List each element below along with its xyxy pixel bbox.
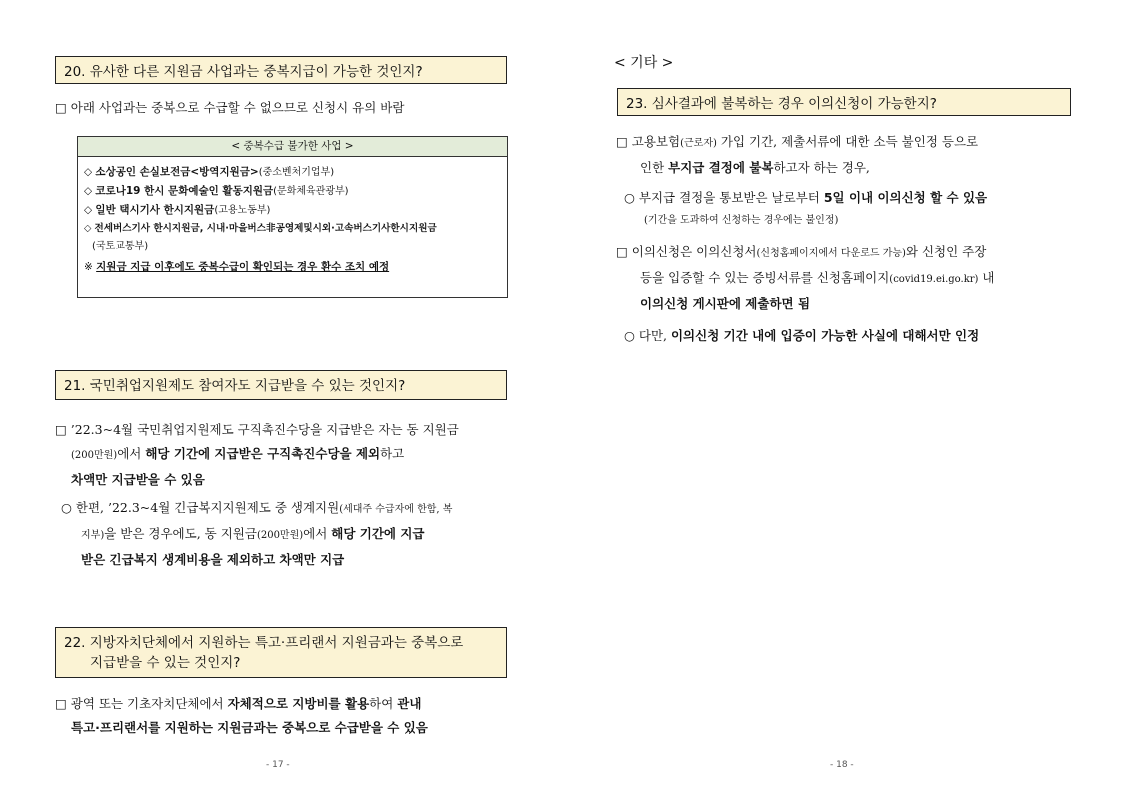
text: 하여 bbox=[369, 696, 398, 711]
item-name: 소상공인 손실보전금<방역지원금> bbox=[95, 166, 259, 178]
q21-title-box bbox=[55, 370, 507, 400]
q23-line-8 bbox=[616, 324, 1086, 348]
text: 자체적으로 지방비를 활용 bbox=[227, 696, 370, 711]
q20-title: 20. 유사한 다른 지원금 사업과는 중복지급이 가능한 것인지? bbox=[64, 64, 423, 80]
q21-line-1 bbox=[55, 418, 525, 442]
q20-answer bbox=[55, 96, 515, 120]
q21-line-6 bbox=[55, 548, 525, 572]
q22-line-2 bbox=[55, 716, 525, 740]
text: ○ 다만, bbox=[624, 328, 671, 343]
q22-title-line-1: 22. 지방자치단체에서 지원하는 특고·프리랜서 지원금과는 중복으로 bbox=[64, 635, 464, 651]
text: 이의신청 게시판에 제출하면 됨 bbox=[640, 296, 811, 311]
item-ministry: (고용노동부) bbox=[214, 205, 271, 216]
item-ministry: (문화체육관광부) bbox=[273, 186, 349, 197]
text: 에서 bbox=[303, 526, 332, 541]
text: 을 받은 경우에도, 동 지원금 bbox=[104, 526, 257, 541]
item-ministry: (중소벤처기업부) bbox=[258, 167, 335, 178]
q21-line-2 bbox=[55, 442, 525, 468]
q23-line-5 bbox=[616, 240, 1086, 266]
item-name: 전세버스기사 한시지원금, 시내·마을버스非공영제및시외·고속버스기사한시지원금 bbox=[94, 223, 437, 234]
text: (기간을 도과하여 신청하는 경우에는 불인정) bbox=[644, 215, 839, 226]
q23-line-3 bbox=[616, 186, 1086, 210]
table-item-2 bbox=[84, 182, 501, 201]
q22-title-box bbox=[55, 627, 507, 678]
text: (세대주 수급자에 한함, 복 bbox=[339, 504, 453, 515]
q22-title-line-2: 지급받을 수 있는 것인지? bbox=[90, 655, 241, 671]
q21-line-5 bbox=[55, 522, 525, 548]
text: 이의신청 기간 내에 입증이 가능한 사실에 대해서만 인정 bbox=[670, 328, 980, 343]
page-number-left: - 17 - bbox=[266, 760, 290, 770]
text: ○ 한편, ’22.3~4월 긴급복지지원제도 중 생계지원 bbox=[61, 500, 340, 515]
text: □ ’22.3~4월 국민취업지원제도 구직촉진수당을 지급받은 자는 동 지원금 bbox=[55, 422, 459, 437]
q23-title-box bbox=[617, 88, 1071, 116]
q20-answer-text: □ 아래 사업과는 중복으로 수급할 수 없으므로 신청시 유의 바람 bbox=[55, 100, 405, 115]
page-number-right: - 18 - bbox=[830, 760, 854, 770]
q23-line-6 bbox=[616, 266, 1086, 292]
text: 해당 기간에 지급 bbox=[331, 526, 425, 541]
text: 부지급 결정에 불복 bbox=[668, 160, 774, 175]
table-item-3 bbox=[84, 201, 501, 220]
q21-line-4 bbox=[55, 496, 525, 522]
item-name: 일반 택시기사 한시지원금 bbox=[95, 204, 215, 216]
table-item-4 bbox=[84, 220, 501, 238]
q23-answer bbox=[616, 130, 1086, 348]
text: 하고자 하는 경우, bbox=[773, 160, 870, 175]
text: (200만원) bbox=[256, 530, 304, 541]
text: 차액만 지급받을 수 있음 bbox=[71, 472, 205, 487]
text: □ 광역 또는 기초자치단체에서 bbox=[55, 696, 228, 711]
diamond-icon: ◇ bbox=[84, 185, 93, 197]
text: □ 이의신청은 이의신청서 bbox=[616, 244, 757, 259]
item-name: 코로나19 한시 문화예술인 활동지원금 bbox=[95, 185, 274, 197]
text: 인한 bbox=[640, 160, 669, 175]
text: 지부) bbox=[81, 530, 105, 541]
q23-title: 23. 심사결과에 불복하는 경우 이의신청이 가능한지? bbox=[626, 96, 937, 112]
diamond-icon: ◇ bbox=[84, 223, 92, 234]
q22-line-1 bbox=[55, 692, 525, 716]
text: 받은 긴급복지 생계비용을 제외하고 차액만 지급 bbox=[81, 552, 345, 567]
text: 하고 bbox=[380, 446, 405, 461]
q23-line-1 bbox=[616, 130, 1086, 156]
q20-title-box bbox=[55, 56, 507, 84]
text: □ 고용보험 bbox=[616, 134, 681, 149]
text: (신청홈페이지에서 다운로드 가능) bbox=[756, 248, 906, 259]
diamond-icon: ◇ bbox=[84, 204, 93, 216]
q23-line-2 bbox=[616, 156, 1086, 180]
table-note bbox=[84, 258, 501, 276]
section-title: < 기타 > bbox=[614, 55, 674, 71]
table-header: < 중복수급 불가한 사업 > bbox=[78, 137, 507, 157]
text: 특고·프리랜서를 지원하는 지원금과는 중복으로 수급받을 수 있음 bbox=[71, 720, 428, 735]
q23-line-4 bbox=[616, 210, 1086, 230]
text: 가입 기간, 제출서류에 대한 소득 불인정 등으로 bbox=[716, 134, 979, 149]
q21-line-3 bbox=[55, 468, 525, 492]
text: 등을 입증할 수 있는 증빙서류를 신청홈페이지 bbox=[640, 270, 890, 285]
text: 내 bbox=[978, 270, 995, 285]
item-ministry: (국토교통부) bbox=[92, 241, 149, 252]
text: 5일 이내 이의신청 할 수 있음 bbox=[823, 190, 988, 205]
text: 와 신청인 주장 bbox=[905, 244, 987, 259]
table-item-1 bbox=[84, 163, 501, 182]
text: 에서 bbox=[117, 446, 146, 461]
q21-answer bbox=[55, 418, 525, 572]
q21-title: 21. 국민취업지원제도 참여자도 지급받을 수 있는 것인지? bbox=[64, 378, 406, 394]
q22-answer bbox=[55, 692, 525, 740]
diamond-icon: ◇ bbox=[84, 166, 93, 178]
q23-line-7 bbox=[616, 292, 1086, 316]
note-mark: ※ bbox=[84, 261, 93, 273]
text: (근로자) bbox=[680, 138, 717, 149]
no-duplicate-table bbox=[77, 136, 508, 298]
table-body bbox=[78, 157, 507, 282]
table-item-4-ministry bbox=[84, 238, 501, 256]
text: 관내 bbox=[397, 696, 422, 711]
text: 해당 기간에 지급받은 구직촉진수당을 제외 bbox=[145, 446, 381, 461]
note-text: 지원금 지급 이후에도 중복수급이 확인되는 경우 환수 조치 예정 bbox=[96, 261, 390, 273]
text: (covid19.ei.go.kr) bbox=[889, 274, 979, 285]
text: ○ 부지급 결정을 통보받은 날로부터 bbox=[624, 190, 824, 205]
text: (200만원) bbox=[71, 450, 118, 461]
